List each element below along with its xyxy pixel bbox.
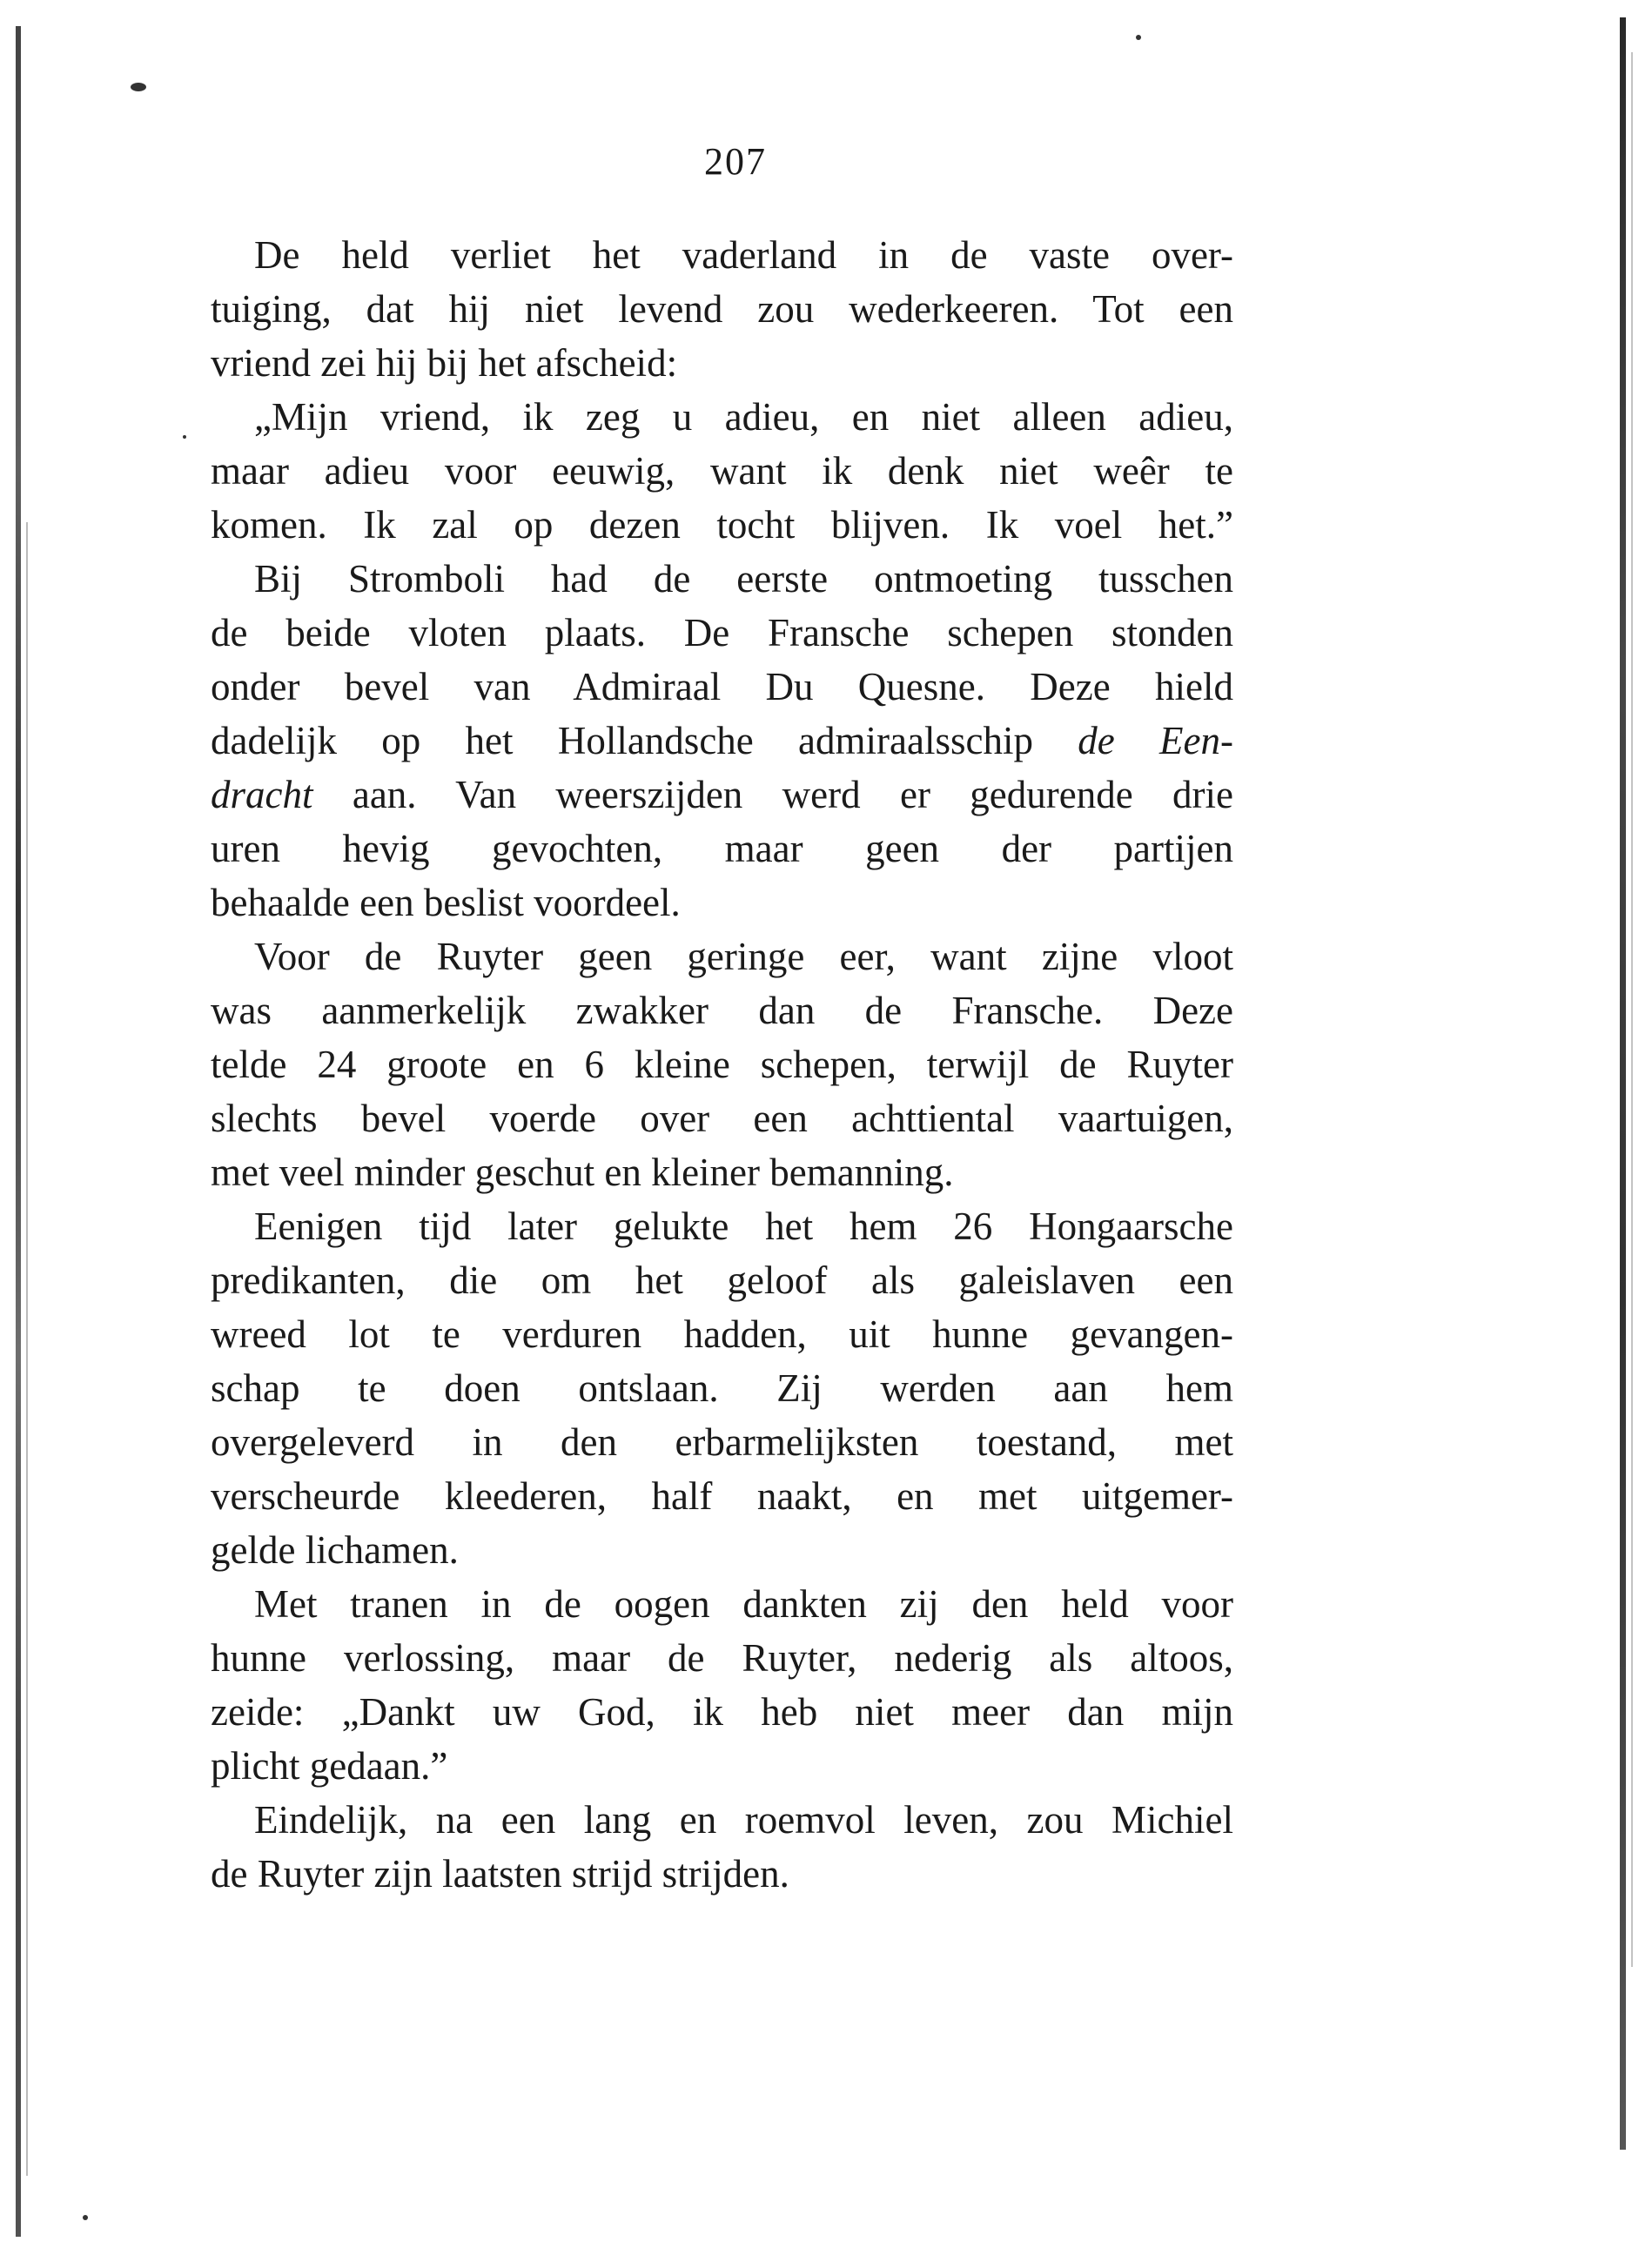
paragraph	[211, 1199, 1233, 1577]
text-line: gelde lichamen.	[211, 1528, 459, 1572]
text-line: slechts bevel voerde over een achttiental vaartuigen,	[211, 1097, 1233, 1140]
text-run: aan. Van weerszijden werd er gedurende drie	[312, 773, 1233, 816]
page-edge-right-shadow	[1631, 52, 1633, 1967]
paragraph	[211, 1793, 1233, 1901]
text-run: dadelijk op het Hollandsche admiraalsschip	[211, 719, 1078, 762]
text-line: overgeleverd in den erbarmelijksten toestand, met	[211, 1420, 1233, 1464]
page-edge-left-shadow	[26, 522, 28, 2176]
text-line: met veel minder geschut en kleiner bemanning.	[211, 1151, 954, 1194]
text-line: verscheurde kleederen, half naakt, en met uitgemer-	[211, 1474, 1233, 1518]
body-text	[211, 228, 1233, 1901]
text-line: telde 24 groote en 6 kleine schepen, terwijl de Ruyter	[211, 1043, 1233, 1086]
text-line: was aanmerkelijk zwakker dan de Fransche. Deze	[211, 989, 1233, 1032]
text-line: komen. Ik zal op dezen tocht blijven. Ik voel het.”	[211, 503, 1233, 547]
scan-speck	[183, 435, 186, 439]
paragraph	[211, 1577, 1233, 1793]
paragraph	[211, 930, 1233, 1199]
text-line: uren hevig gevochten, maar geen der partijen	[211, 827, 1233, 870]
scan-speck	[83, 2215, 88, 2220]
paragraph	[211, 390, 1233, 552]
text-line: „Mijn vriend, ik zeg u adieu, en niet alleen adieu,	[254, 395, 1233, 439]
text-line: zeide: „Dankt uw God, ik heb niet meer dan mijn	[211, 1690, 1233, 1734]
text-line: plicht gedaan.”	[211, 1744, 448, 1788]
text-line: Voor de Ruyter geen geringe eer, want zijne vloot	[254, 935, 1233, 978]
text-line	[211, 714, 1233, 768]
page-edge-left	[16, 26, 21, 2237]
ship-name-italic: dracht	[211, 773, 313, 816]
text-line: De held verliet het vaderland in de vaste over-	[254, 233, 1233, 277]
text-line: Eindelijk, na een lang en roemvol leven, zou Michiel	[254, 1798, 1233, 1842]
text-line: tuiging, dat hij niet levend zou wederkeeren. Tot een	[211, 287, 1233, 331]
scan-speck	[131, 83, 146, 91]
text-line: schap te doen ontslaan. Zij werden aan hem	[211, 1366, 1233, 1410]
text-line: behaalde een beslist voordeel.	[211, 881, 681, 924]
text-line: predikanten, die om het geloof als galeislaven een	[211, 1258, 1233, 1302]
text-line: Met tranen in de oogen dankten zij den held voor	[254, 1582, 1233, 1626]
text-line: vriend zei hij bij het afscheid:	[211, 341, 678, 385]
page-edge-right	[1620, 17, 1626, 2150]
text-line: de beide vloten plaats. De Fransche schepen stonden	[211, 611, 1233, 654]
text-line	[211, 768, 1233, 822]
text-line: Eenigen tijd later gelukte het hem 26 Hongaarsche	[254, 1205, 1233, 1248]
text-line: wreed lot te verduren hadden, uit hunne gevangen-	[211, 1312, 1233, 1356]
text-line: Bij Stromboli had de eerste ontmoeting tusschen	[254, 557, 1233, 601]
scan-speck	[1136, 35, 1141, 40]
text-line: onder bevel van Admiraal Du Quesne. Deze hield	[211, 665, 1233, 708]
text-line: maar adieu voor eeuwig, want ik denk niet weêr te	[211, 449, 1233, 493]
paragraph	[211, 228, 1233, 390]
page-number: 207	[704, 140, 767, 183]
text-line: de Ruyter zijn laatsten strijd strijden.	[211, 1852, 789, 1896]
text-line: hunne verlossing, maar de Ruyter, nederig als altoos,	[211, 1636, 1233, 1680]
ship-name-italic: de Een-	[1078, 719, 1234, 762]
paragraph	[211, 552, 1233, 930]
